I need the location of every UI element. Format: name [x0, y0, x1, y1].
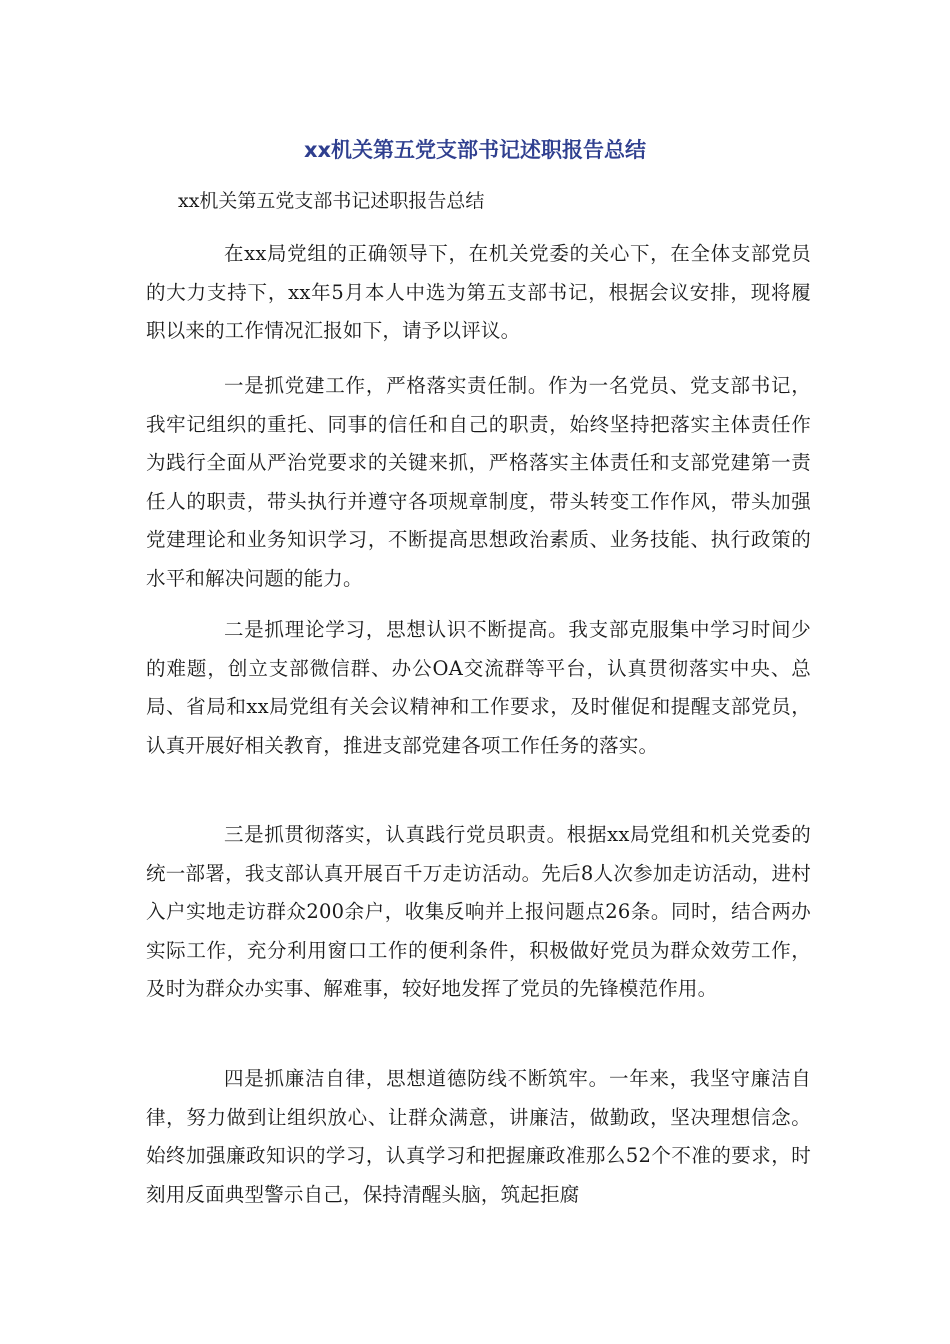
- paragraph-intro: 在xx局党组的正确领导下，在机关党委的关心下，在全体支部党员的大力支持下，xx年5月本人中选为第五支部书记，根据会议安排，现将履职以来的工作情况汇报如下，请予以评议。: [146, 242, 811, 342]
- paragraph-party-building: 一是抓党建工作，严格落实责任制。作为一名党员、党支部书记，我牢记组织的重托、同事的信任和自己的职责，始终坚持把落实主体责任作为践行全面从严治党要求的关键来抓，严格落实主体责任和支部党建第一责任人的职责，带头执行并遵守各项规章制度，带头转变工作作风，带头加强党建理论和业务知识学习，不断提高思想政治素质、业务技能、执行政策的水平和解决问题的能力。: [146, 374, 811, 590]
- paragraph-integrity: 四是抓廉洁自律，思想道德防线不断筑牢。一年来，我坚守廉洁自律，努力做到让组织放心、让群众满意，讲廉洁，做勤政，坚决理想信念。始终加强廉政知识的学习，认真学习和把握廉政准那么52个不准的要求，时刻用反面典型警示自己，保持清醒头脑，筑起拒腐: [146, 1067, 811, 1206]
- paragraph-theory-study: 二是抓理论学习，思想认识不断提高。我支部克服集中学习时间少的难题，创立支部微信群、办公OA交流群等平台，认真贯彻落实中央、总局、省局和xx局党组有关会议精神和工作要求，及时催促和提醒支部党员，认真开展好相关教育，推进支部党建各项工作任务的落实。: [146, 618, 811, 757]
- paragraph-implementation: 三是抓贯彻落实，认真践行党员职责。根据xx局党组和机关党委的统一部署，我支部认真开展百千万走访活动。先后8人次参加走访活动，进村入户实地走访群众200余户，收集反响并上报问题点26条。同时，结合两办实际工作，充分利用窗口工作的便利条件，积极做好党员为群众效劳工作，及时为群众办实事、解难事，较好地发挥了党员的先锋模范作用。: [146, 823, 811, 1000]
- document-title: xx机关第五党支部书记述职报告总结: [303, 138, 647, 162]
- document-subtitle: xx机关第五党支部书记述职报告总结: [178, 190, 485, 212]
